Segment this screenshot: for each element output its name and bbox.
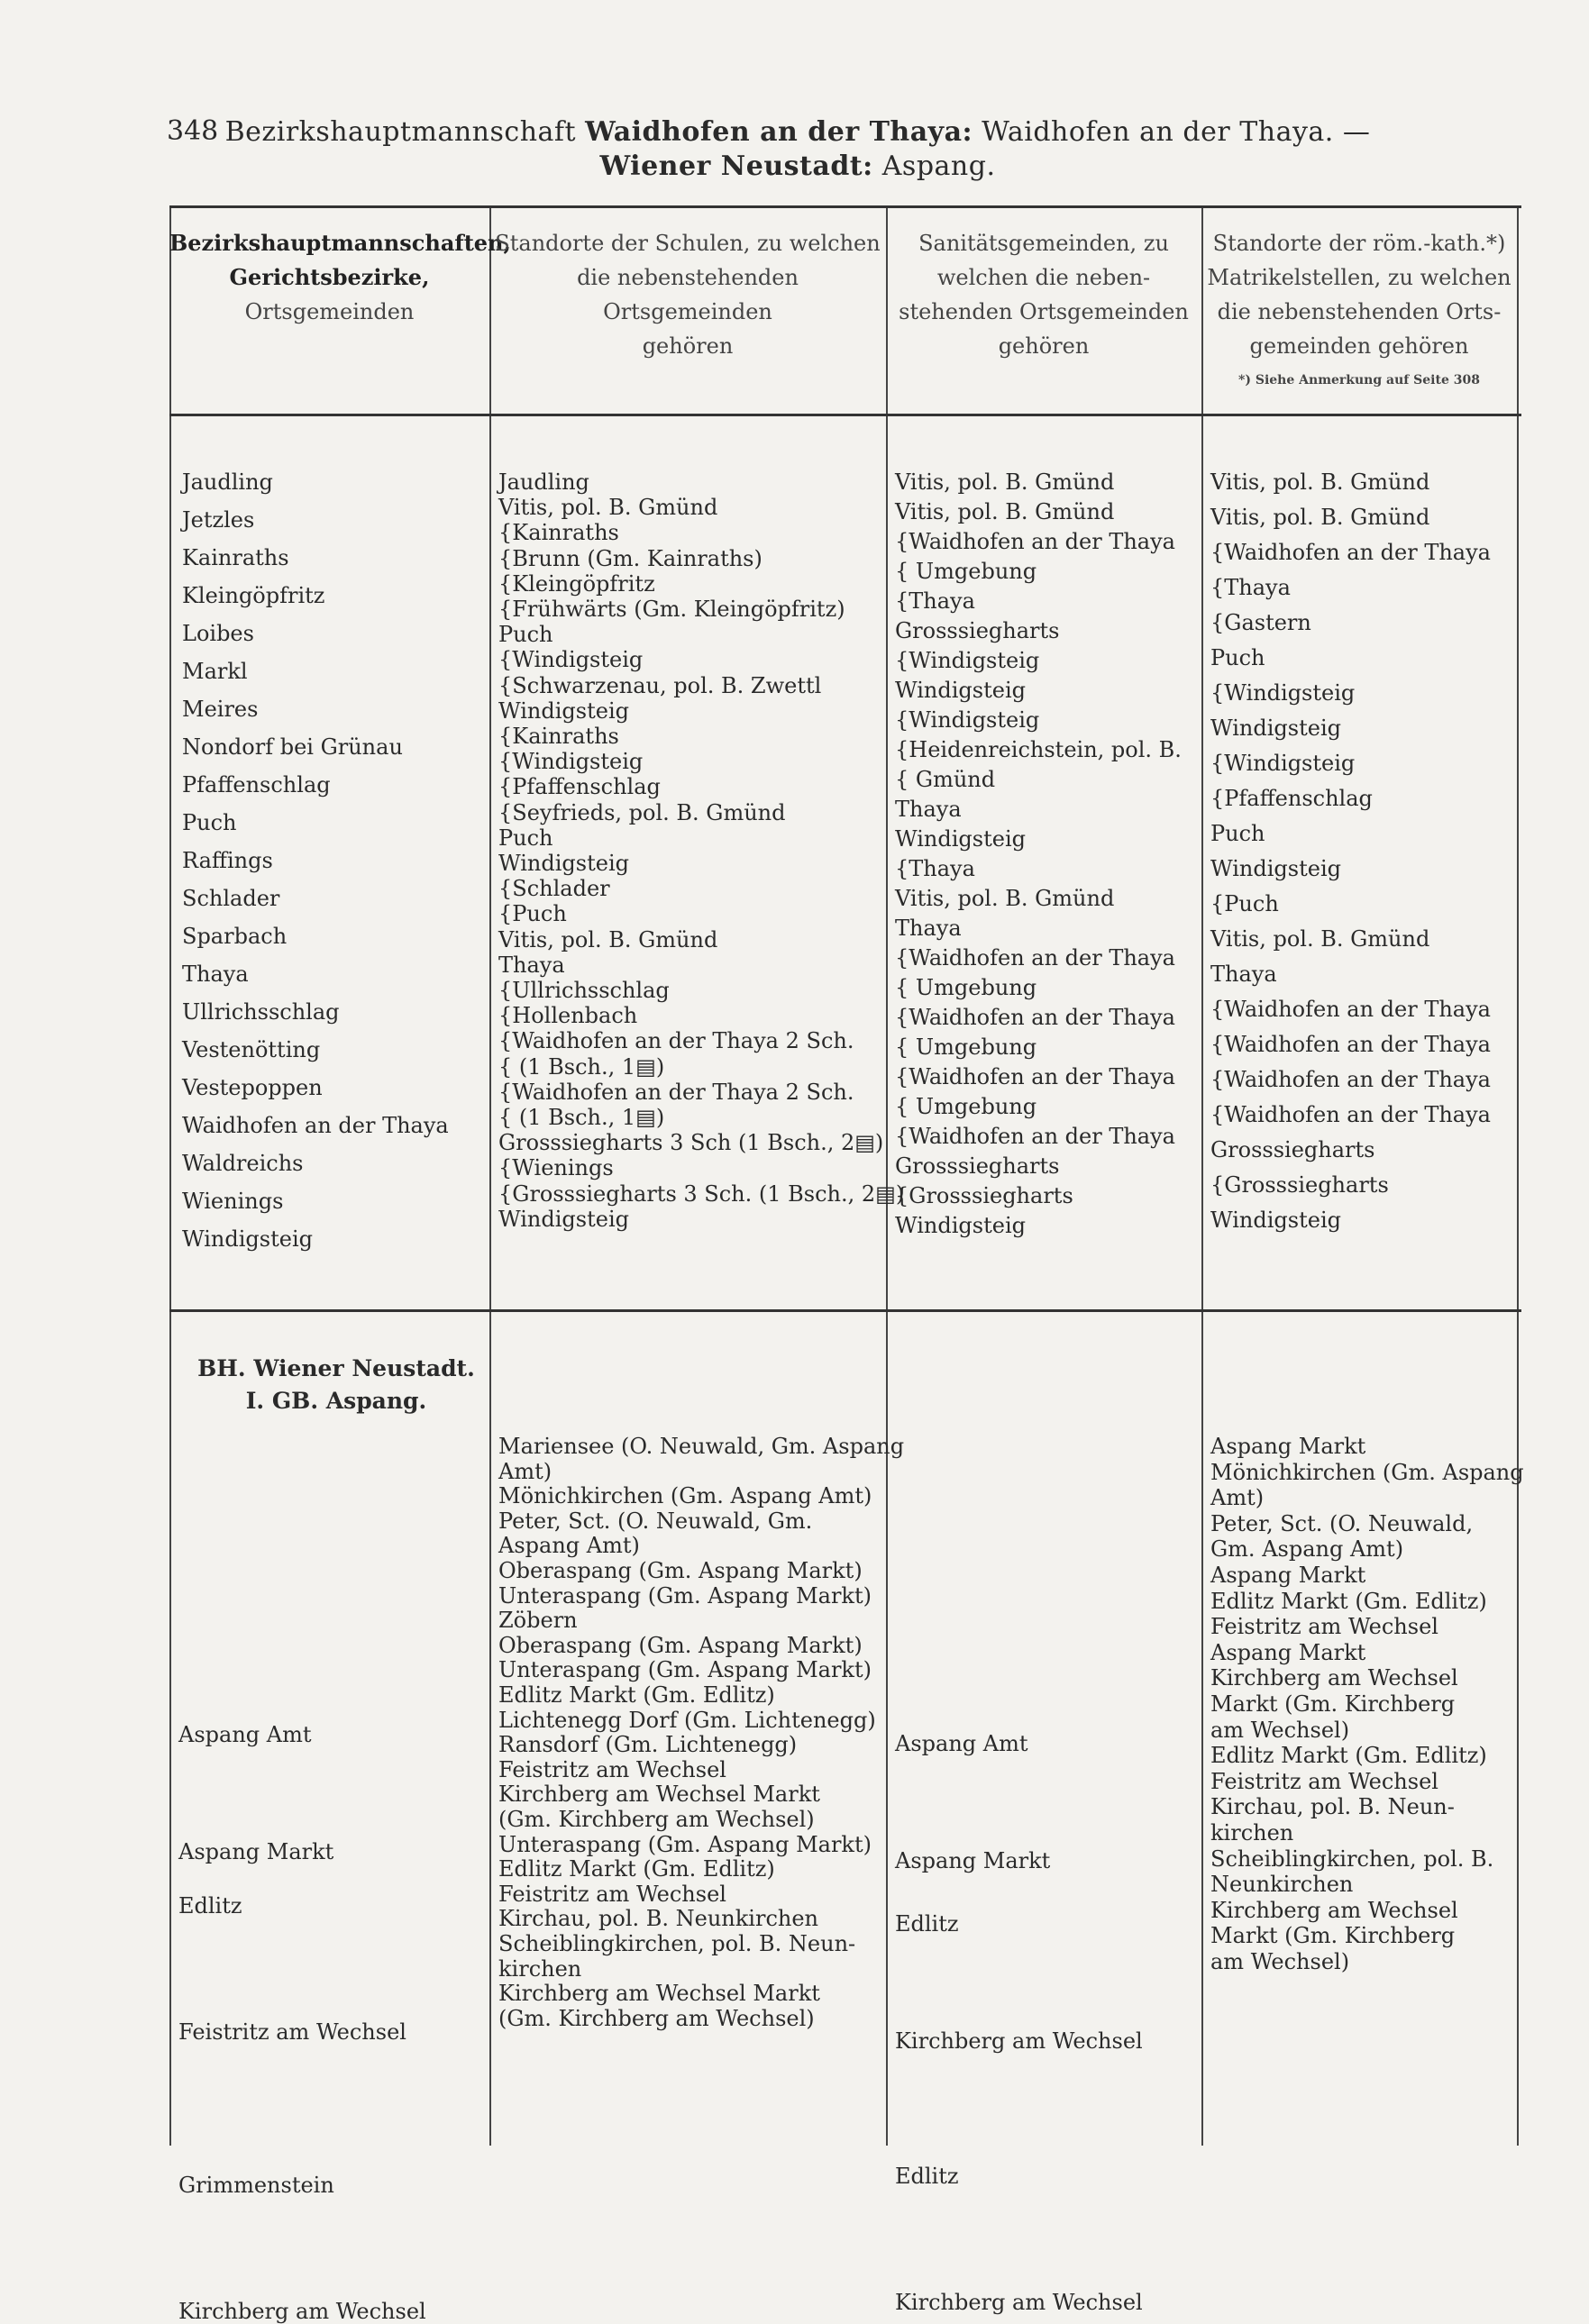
table-cell: Edlitz <box>178 1893 242 1918</box>
table-cell: Windigsteig <box>1210 715 1341 741</box>
table-cell: Puch <box>1210 821 1265 846</box>
table-cell: Sparbach <box>182 924 288 949</box>
table-cell: Puch <box>1210 645 1265 670</box>
table-cell: { (1 Bsch., 1▤) <box>498 1105 665 1130</box>
header-line-2: Wiener Neustadt: Aspang. <box>599 150 996 182</box>
table-cell: Oberaspang (Gm. Aspang Markt) <box>498 1632 863 1658</box>
table-cell: {Windigsteig <box>498 749 644 775</box>
table-cell: Aspang Markt <box>1210 1639 1366 1665</box>
table-cell: Lichtenegg Dorf (Gm. Lichtenegg) <box>498 1707 876 1733</box>
table-cell: Windigsteig <box>895 1213 1026 1238</box>
table-cell: {Heidenreichstein, pol. B. <box>895 737 1182 762</box>
table-cell: Mönichkirchen (Gm. Aspang Amt) <box>498 1483 872 1509</box>
column-header-matrikel: Standorte der röm.-kath.*) Matrikelstellen, zu welchen die nebenstehenden Orts- gemeinden gehören *) Siehe Anmerkung auf Seite 308 <box>1207 231 1511 387</box>
table-cell: Kirchberg am Wechsel <box>178 2299 426 2324</box>
table-cell: {Waidhofen an der Thaya <box>895 945 1175 971</box>
table-cell: Jetzles <box>182 507 255 533</box>
table-cell: Loibes <box>182 621 254 646</box>
table-cell: Mönichkirchen (Gm. Aspang <box>1210 1459 1524 1485</box>
table-cell: {Waidhofen an der Thaya <box>1210 1032 1491 1057</box>
table-cell: Windigsteig <box>498 1206 629 1232</box>
table-cell: {Seyfrieds, pol. B. Gmünd <box>498 799 786 825</box>
table-cell: {Kleingöpfritz <box>498 570 655 597</box>
table-cell: Zöbern <box>498 1608 578 1634</box>
section-rule <box>169 1309 1521 1312</box>
table-cell: {Windigsteig <box>895 648 1040 673</box>
table-cell: {Waidhofen an der Thaya 2 Sch. <box>498 1079 854 1105</box>
table-cell: Kirchberg am Wechsel Markt <box>498 1782 820 1808</box>
table-cell: Kirchberg am Wechsel <box>895 2028 1143 2054</box>
table-cell: {Windigsteig <box>1210 680 1356 706</box>
table-cell: {Hollenbach <box>498 1003 638 1029</box>
table-cell: Aspang Markt <box>895 1848 1051 1873</box>
table-cell: {Windigsteig <box>1210 751 1356 776</box>
table-cell: {Pfaffenschlag <box>498 774 661 800</box>
table-cell: Aspang Amt <box>178 1722 312 1747</box>
table-cell: Windigsteig <box>498 851 629 876</box>
page-header <box>171 115 1424 184</box>
table-cell: Jaudling <box>498 469 589 495</box>
table-cell: Kirchberg am Wechsel Markt <box>498 1981 820 2007</box>
table-cell: Windigsteig <box>895 826 1026 852</box>
table-cell: Feistritz am Wechsel <box>498 1756 726 1782</box>
table-cell: (Gm. Kirchberg am Wechsel) <box>498 2005 815 2031</box>
table-cell: Thaya <box>498 952 565 978</box>
table-cell: Nondorf bei Grünau <box>182 734 403 760</box>
table-cell: Edlitz Markt (Gm. Edlitz) <box>498 1682 775 1708</box>
table-cell: Kirchberg am Wechsel <box>1210 1665 1458 1691</box>
table-cell: Amt) <box>1210 1485 1265 1511</box>
table-cell: Thaya <box>1210 961 1277 987</box>
table-cell: {Frühwärts (Gm. Kleingöpfritz) <box>498 597 845 622</box>
table-cell: {Grosssiegharts 3 Sch. (1 Bsch., 2▤) <box>498 1180 905 1207</box>
table-cell: Aspang Markt <box>1210 1563 1366 1588</box>
table-cell: Windigsteig <box>498 697 629 724</box>
table-cell: {Kainraths <box>498 724 619 749</box>
table-cell: {Waidhofen an der Thaya <box>1210 1102 1491 1127</box>
table-cell: {Brunn (Gm. Kainraths) <box>498 545 763 571</box>
table-cell: {Schwarzenau, pol. B. Zwettl <box>498 672 822 698</box>
table-cell: Unteraspang (Gm. Aspang Markt) <box>498 1582 872 1609</box>
table-cell: Kainraths <box>182 545 289 570</box>
table-cell: Kirchau, pol. B. Neunkirchen <box>498 1906 819 1932</box>
table-border-right <box>1517 208 1519 2146</box>
table-cell: Markt (Gm. Kirchberg <box>1210 1923 1456 1949</box>
table-cell: {Schlader <box>498 876 610 902</box>
table-cell: Feistritz am Wechsel <box>178 2019 406 2045</box>
table-cell: Thaya <box>182 961 249 987</box>
header-line-1: Bezirkshauptmannschaft Waidhofen an der Thaya: Waidhofen an der Thaya. — <box>224 116 1371 148</box>
table-cell: {Waidhofen an der Thaya 2 Sch. <box>498 1028 854 1054</box>
table-cell: kirchen <box>1210 1820 1294 1846</box>
table-cell: Aspang Amt) <box>498 1533 640 1559</box>
table-cell: Markl <box>182 659 248 684</box>
table-cell: Aspang Amt <box>895 1731 1028 1756</box>
table-cell: { Umgebung <box>895 1034 1037 1060</box>
table-cell: Oberaspang (Gm. Aspang Markt) <box>498 1558 863 1583</box>
table-border-left <box>169 208 171 2146</box>
column-header-sanitaet: Sanitätsgemeinden, zu welchen die neben- stehenden Ortsgemeinden gehören <box>899 231 1189 359</box>
table-cell: {Grosssiegharts <box>895 1183 1073 1208</box>
table-cell: { Umgebung <box>895 1094 1037 1119</box>
table-cell: Markt (Gm. Kirchberg <box>1210 1691 1456 1717</box>
table-cell: Feistritz am Wechsel <box>1210 1614 1438 1640</box>
table-cell: Vitis, pol. B. Gmünd <box>1210 926 1430 952</box>
table-cell: (Gm. Kirchberg am Wechsel) <box>498 1807 815 1832</box>
table-cell: Vitis, pol. B. Gmünd <box>498 926 718 952</box>
table-cell: Peter, Sct. (O. Neuwald, Gm. <box>498 1508 813 1534</box>
table-cell: Puch <box>182 810 237 835</box>
table-cell: {Grosssiegharts <box>1210 1172 1389 1198</box>
table-cell: Vitis, pol. B. Gmünd <box>895 469 1115 495</box>
table-cell: Thaya <box>895 797 962 822</box>
table-cell: Ullrichsschlag <box>182 999 340 1025</box>
table-cell: {Waidhofen an der Thaya <box>1210 1067 1491 1092</box>
table-cell: Wienings <box>182 1189 284 1214</box>
table-cell: Edlitz Markt (Gm. Edlitz) <box>1210 1588 1487 1614</box>
table-cell: Unteraspang (Gm. Aspang Markt) <box>498 1831 872 1857</box>
table-cell: Vestenötting <box>182 1037 321 1062</box>
table-cell: {Windigsteig <box>895 707 1040 733</box>
table-cell: Kirchberg am Wechsel <box>895 2290 1143 2315</box>
table-cell: { Gmünd <box>895 767 996 792</box>
table-cell: Vitis, pol. B. Gmünd <box>498 495 718 521</box>
table-cell: {Waidhofen an der Thaya <box>895 1005 1175 1030</box>
table-cell: Aspang Markt <box>178 1839 334 1864</box>
table-cell: {Waidhofen an der Thaya <box>1210 540 1491 565</box>
table-cell: Edlitz <box>895 2164 959 2189</box>
table-cell: Grosssiegharts <box>1210 1137 1375 1162</box>
table-cell: Peter, Sct. (O. Neuwald, <box>1210 1510 1474 1536</box>
table-cell: {Puch <box>498 901 567 927</box>
table-cell: {Pfaffenschlag <box>1210 786 1373 811</box>
table-cell: Vitis, pol. B. Gmünd <box>1210 469 1430 495</box>
table-cell: Edlitz Markt (Gm. Edlitz) <box>1210 1743 1487 1769</box>
column-header-schulen: Standorte der Schulen, zu welchen die nebenstehenden Ortsgemeinden gehören <box>495 231 881 359</box>
table-cell: {Waidhofen an der Thaya <box>895 529 1175 554</box>
table-cell: Edlitz Markt (Gm. Edlitz) <box>498 1856 775 1882</box>
table-cell: Windigsteig <box>182 1226 313 1252</box>
table-cell: Mariensee (O. Neuwald, Gm. Aspang <box>498 1434 905 1459</box>
table-cell: Feistritz am Wechsel <box>1210 1768 1438 1794</box>
table-cell: Scheiblingkirchen, pol. B. Neun- <box>498 1931 856 1956</box>
table-cell: Meires <box>182 697 259 722</box>
table-cell: Aspang Markt <box>1210 1434 1366 1459</box>
table-cell: {Thaya <box>895 588 975 614</box>
table-cell: Gm. Aspang Amt) <box>1210 1536 1404 1563</box>
table-cell: kirchen <box>498 1955 582 1982</box>
table-cell: am Wechsel) <box>1210 1717 1350 1743</box>
table-cell: Kirchau, pol. B. Neun- <box>1210 1794 1455 1820</box>
column-divider <box>489 208 491 2146</box>
table-cell: {Gastern <box>1210 610 1311 635</box>
table-cell: Vitis, pol. B. Gmünd <box>1210 505 1430 530</box>
table-cell: Windigsteig <box>895 678 1026 703</box>
table-cell: {Waidhofen an der Thaya <box>895 1064 1175 1089</box>
table-cell: {Thaya <box>895 856 975 881</box>
directory-table <box>169 205 1524 2324</box>
table-cell: Grosssiegharts <box>895 618 1060 643</box>
table-cell: Vitis, pol. B. Gmünd <box>895 499 1115 524</box>
table-cell: Windigsteig <box>1210 1208 1341 1233</box>
table-cell: Unteraspang (Gm. Aspang Markt) <box>498 1657 872 1683</box>
table-cell: Ransdorf (Gm. Lichtenegg) <box>498 1732 798 1758</box>
table-cell: Kirchberg am Wechsel <box>1210 1897 1458 1923</box>
table-cell: Waldreichs <box>182 1151 304 1176</box>
table-cell: {Waidhofen an der Thaya <box>895 1124 1175 1149</box>
table-cell: Pfaffenschlag <box>182 772 331 797</box>
table-cell: Edlitz <box>895 1911 959 1937</box>
table-cell: Neunkirchen <box>1210 1872 1354 1898</box>
section2-title: BH. Wiener Neustadt. I. GB. Aspang. <box>197 1355 475 1414</box>
table-cell: Schlader <box>182 886 280 911</box>
table-cell: {Wienings <box>498 1155 614 1181</box>
table-cell: {Kainraths <box>498 520 619 546</box>
table-cell: Amt) <box>498 1458 552 1484</box>
table-cell: Thaya <box>895 916 962 941</box>
table-cell: {Thaya <box>1210 575 1291 600</box>
table-cell: {Windigsteig <box>498 647 644 673</box>
table-cell: Puch <box>498 622 553 648</box>
column-header-gemeinden: Bezirkshauptmannschaften, Gerichtsbezirke, Ortsgemeinden <box>169 230 511 324</box>
table-cell: Vitis, pol. B. Gmünd <box>895 886 1115 911</box>
column-divider <box>1201 208 1203 2146</box>
table-cell: Puch <box>498 825 553 851</box>
table-cell: Jaudling <box>182 469 273 495</box>
table-cell: Kleingöpfritz <box>182 583 325 608</box>
table-cell: Feistritz am Wechsel <box>498 1881 726 1907</box>
table-cell: { Umgebung <box>895 559 1037 584</box>
table-cell: {Waidhofen an der Thaya <box>1210 997 1491 1022</box>
table-cell: am Wechsel) <box>1210 1949 1350 1974</box>
table-cell: Waidhofen an der Thaya <box>182 1113 449 1138</box>
column-divider <box>886 208 888 2146</box>
table-cell: Grosssiegharts 3 Sch (1 Bsch., 2▤) <box>498 1130 884 1156</box>
table-cell: Grimmenstein <box>178 2173 334 2198</box>
table-cell: {Ullrichsschlag <box>498 978 670 1003</box>
table-cell: Raffings <box>182 848 273 873</box>
table-cell: Scheiblingkirchen, pol. B. <box>1210 1846 1494 1872</box>
table-cell: Windigsteig <box>1210 856 1341 881</box>
header-rule <box>169 414 1521 416</box>
table-cell: { Umgebung <box>895 975 1037 1000</box>
table-cell: Grosssiegharts <box>895 1153 1060 1179</box>
page-number: 348 <box>167 115 219 147</box>
table-cell: {Puch <box>1210 891 1279 916</box>
table-cell: { (1 Bsch., 1▤) <box>498 1053 665 1080</box>
table-cell: Vestepoppen <box>182 1075 323 1100</box>
